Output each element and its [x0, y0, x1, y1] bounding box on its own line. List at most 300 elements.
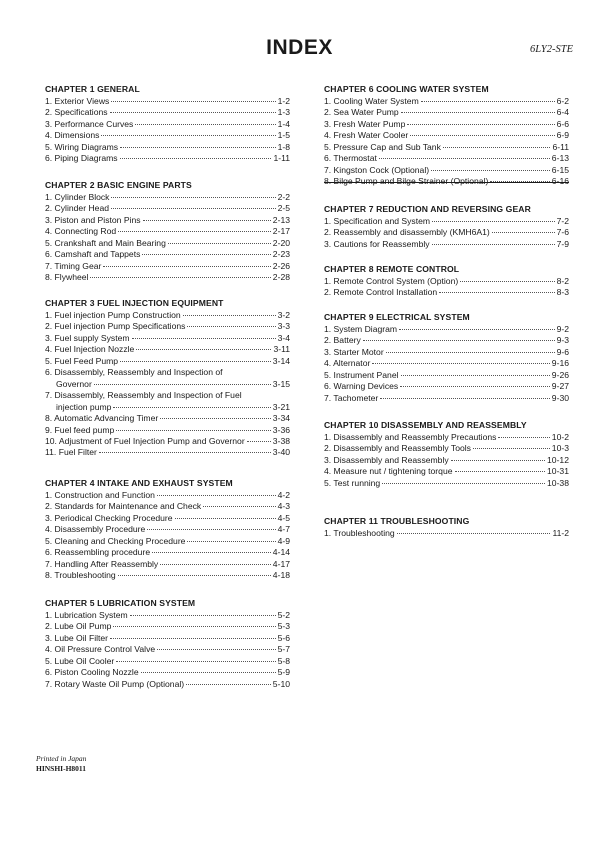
- entry-label: 6. Piston Cooling Nozzle: [45, 667, 139, 678]
- page-number: 11-2: [552, 528, 569, 538]
- entry-label: 4. Alternator: [324, 358, 371, 369]
- index-entry[interactable]: [324, 443, 569, 454]
- dot-leader: [111, 101, 275, 102]
- dot-leader: [175, 518, 276, 519]
- chapter-title: CHAPTER 6 COOLING WATER SYSTEM: [324, 84, 489, 94]
- dot-leader: [120, 361, 271, 362]
- chapter-title: CHAPTER 9 ELECTRICAL SYSTEM: [324, 312, 470, 322]
- index-entry[interactable]: [324, 119, 569, 130]
- dot-leader: [110, 638, 276, 639]
- entry-label: 1. Lubrication System: [45, 610, 128, 620]
- dot-leader: [443, 147, 551, 148]
- page-number: 3-11: [273, 344, 290, 355]
- entry-label: 5. Cleaning and Checking Procedure: [45, 535, 186, 546]
- entry-label: 3. Cautions for Reassembly: [324, 238, 430, 249]
- chapter-title: CHAPTER 8 REMOTE CONTROL: [324, 264, 460, 274]
- entry-list: [324, 276, 569, 299]
- entry-label: 3. Disassembly and Reassembly: [324, 454, 449, 465]
- dot-leader: [160, 564, 271, 565]
- page-number: 8-2: [556, 276, 569, 286]
- dot-leader: [111, 208, 276, 209]
- page-number: 2-26: [272, 260, 290, 271]
- index-entry[interactable]: [45, 559, 290, 570]
- index-entry[interactable]: [45, 610, 290, 621]
- entry-list: [324, 432, 569, 489]
- page-number: 3-40: [272, 447, 290, 458]
- dot-leader: [157, 649, 275, 650]
- page-number: 5-6: [277, 632, 290, 643]
- entry-label: 4. Dimensions: [45, 130, 100, 141]
- model-code: 6LY2-STE: [530, 44, 573, 55]
- entry-label: 6. Camshaft and Tappets: [45, 249, 141, 260]
- page-number: 1-5: [277, 130, 290, 141]
- index-entry[interactable]: [324, 381, 569, 392]
- index-entry[interactable]: [324, 96, 569, 107]
- index-entry[interactable]: [45, 215, 290, 226]
- page-number: 2-23: [272, 249, 290, 260]
- dot-leader: [451, 460, 545, 461]
- entry-label: 7. Timing Gear: [45, 260, 102, 271]
- page-number: 7-6: [556, 227, 569, 238]
- dot-leader: [490, 181, 549, 182]
- dot-leader: [99, 452, 271, 453]
- dot-leader: [379, 158, 550, 159]
- chapter-3: [45, 298, 290, 459]
- page-number: 9-27: [551, 381, 569, 392]
- page-number: 9-6: [556, 346, 569, 357]
- page-number: 3-2: [277, 310, 290, 320]
- index-entry[interactable]: [45, 96, 290, 107]
- index-entry[interactable]: [324, 478, 569, 489]
- entry-label: 6. Warning Devices: [324, 381, 399, 392]
- dot-leader: [147, 529, 275, 530]
- entry-list: [45, 490, 290, 582]
- index-entry[interactable]: [324, 528, 569, 539]
- entry-label: 8. Flywheel: [45, 272, 89, 283]
- entry-label: 5. Fuel Feed Pump: [45, 355, 119, 366]
- chapter-6: [324, 84, 569, 188]
- index-entry[interactable]: [45, 249, 290, 260]
- chapter-title: CHAPTER 2 BASIC ENGINE PARTS: [45, 180, 192, 190]
- index-entry[interactable]: [324, 165, 569, 176]
- index-entry[interactable]: [45, 679, 290, 690]
- dot-leader: [386, 352, 555, 353]
- entry-label: 7. Rotary Waste Oil Pump (Optional): [45, 678, 185, 689]
- entry-label: 4. Oil Pressure Control Valve: [45, 644, 156, 655]
- dot-leader: [120, 158, 272, 159]
- index-entry[interactable]: [45, 142, 290, 153]
- dot-leader: [455, 471, 546, 472]
- entry-list: [324, 324, 569, 404]
- page-number: 1-11: [273, 153, 290, 164]
- dot-leader: [407, 124, 554, 125]
- entry-label: 2. Standards for Maintenance and Check: [45, 501, 202, 512]
- entry-label: 2. Disassembly and Reassembly Tools: [324, 443, 471, 454]
- dot-leader: [130, 615, 276, 616]
- index-entry[interactable]: [45, 356, 290, 367]
- dot-leader: [101, 135, 275, 136]
- entry-label: 5. Pressure Cap and Sub Tank: [324, 141, 441, 152]
- dot-leader: [118, 575, 271, 576]
- entry-label: 6. Disassembly, Reassembly and Inspection of: [45, 367, 223, 378]
- entry-list: [45, 192, 290, 284]
- index-entry[interactable]: [45, 425, 290, 436]
- index-entry[interactable]: [45, 513, 290, 524]
- entry-label: 5. Lube Oil Cooler: [45, 655, 115, 666]
- dot-leader: [421, 101, 555, 102]
- page-number: 6-2: [556, 96, 569, 106]
- index-entry[interactable]: [45, 107, 290, 118]
- index-entry[interactable]: [324, 239, 569, 250]
- index-entry[interactable]: [324, 335, 569, 346]
- entry-label: 1. System Diagram: [324, 324, 398, 334]
- dot-leader: [397, 533, 551, 534]
- entry-label: 2. Sea Water Pump: [324, 107, 399, 118]
- index-entry[interactable]: [45, 447, 290, 458]
- dot-leader: [400, 386, 550, 387]
- dot-leader: [432, 244, 555, 245]
- page-number: 4-5: [277, 512, 290, 523]
- index-entry[interactable]: [45, 413, 290, 424]
- entry-label: 2. Battery: [324, 335, 361, 346]
- dot-leader: [113, 407, 270, 408]
- page-number: 1-8: [277, 141, 290, 152]
- page-number: 9-16: [551, 358, 569, 369]
- dot-leader: [432, 221, 555, 222]
- entry-label: 4. Disassembly Procedure: [45, 524, 146, 535]
- page-number: 10-31: [547, 466, 569, 477]
- chapter-title: CHAPTER 5 LUBRICATION SYSTEM: [45, 598, 196, 608]
- index-entry[interactable]: [324, 347, 569, 358]
- dot-leader: [113, 626, 275, 627]
- printed-in-label: Printed in Japan: [36, 754, 87, 763]
- page-number: 1-2: [277, 96, 290, 106]
- page-number: 6-11: [552, 141, 569, 152]
- entry-label: 7. Disassembly, Reassembly and Inspection of Fuel: [45, 390, 242, 401]
- index-entry[interactable]: [45, 153, 290, 164]
- index-entry[interactable]: [45, 130, 290, 141]
- page-number: 4-18: [272, 570, 290, 581]
- page-number: 7-2: [556, 216, 569, 226]
- page-number: 10-38: [547, 477, 569, 488]
- page-title: INDEX: [266, 36, 333, 59]
- entry-label: 4. Fresh Water Cooler: [324, 130, 409, 141]
- dot-leader: [141, 672, 276, 673]
- index-entry[interactable]: [324, 216, 569, 227]
- index-entry[interactable]: [324, 358, 569, 369]
- index-entry[interactable]: [45, 310, 290, 321]
- page-number: 4-3: [277, 501, 290, 512]
- page-number: 2-2: [277, 192, 290, 202]
- page-number: 10-3: [551, 443, 569, 454]
- page-number: 9-26: [551, 369, 569, 380]
- dot-leader: [363, 340, 555, 341]
- page-number: 8-3: [556, 287, 569, 298]
- page-number: 4-14: [272, 547, 290, 558]
- index-entry[interactable]: [45, 333, 290, 344]
- entry-label-continued: Governor: [56, 378, 92, 389]
- page-number: 10-12: [547, 454, 569, 465]
- dot-leader: [247, 441, 271, 442]
- entry-label: 3. Fresh Water Pump: [324, 118, 406, 129]
- page-number: 7-9: [556, 238, 569, 249]
- dot-leader: [410, 135, 554, 136]
- index-entry[interactable]: [324, 276, 569, 287]
- print-note: [36, 754, 86, 774]
- entry-label: 5. Test running: [324, 477, 381, 488]
- chapter-10: [324, 420, 569, 489]
- index-entry[interactable]: [45, 667, 290, 678]
- entry-label: 8. Bilge Pump and Bilge Strainer (Optional): [324, 176, 489, 187]
- entry-label: 7. Handling After Reassembly: [45, 558, 159, 569]
- entry-label: 2. Reassembly and disassembly (KMH6A1): [324, 227, 490, 238]
- page-number: 3-34: [272, 413, 290, 424]
- dot-leader: [135, 124, 275, 125]
- index-entry[interactable]: [45, 238, 290, 249]
- entry-label: 3. Periodical Checking Procedure: [45, 512, 173, 523]
- entry-label: 6. Piping Diagrams: [45, 153, 118, 164]
- entry-label: 1. Troubleshooting: [324, 528, 395, 538]
- index-entry[interactable]: [324, 227, 569, 238]
- page-number: 9-2: [556, 324, 569, 334]
- entry-label: 5. Instrument Panel: [324, 369, 399, 380]
- dot-leader: [187, 326, 275, 327]
- index-entry[interactable]: [45, 402, 290, 413]
- page-number: 3-38: [272, 435, 290, 446]
- dot-leader: [380, 398, 549, 399]
- dot-leader: [142, 254, 270, 255]
- page-number: 3-4: [277, 332, 290, 343]
- index-entry[interactable]: [324, 130, 569, 141]
- index-entry[interactable]: [45, 261, 290, 272]
- entry-label: 8. Troubleshooting: [45, 570, 116, 581]
- dot-leader: [94, 384, 271, 385]
- page-number: 4-17: [272, 558, 290, 569]
- dot-leader: [116, 430, 271, 431]
- dot-leader: [492, 232, 555, 233]
- dot-leader: [118, 231, 271, 232]
- page-number: 3-21: [272, 401, 290, 412]
- page-number: 5-8: [277, 655, 290, 666]
- page-number: 2-20: [272, 237, 290, 248]
- entry-label: 6. Thermostat: [324, 153, 377, 164]
- entry-label: 2. Specifications: [45, 107, 108, 118]
- page-number: 5-2: [277, 610, 290, 620]
- index-entry[interactable]: [324, 432, 569, 443]
- document-number: HINSHI-H8011: [36, 764, 87, 773]
- page-number: 3-15: [272, 378, 290, 389]
- dot-leader: [168, 243, 271, 244]
- dot-leader: [401, 112, 555, 113]
- entry-label: 5. Wiring Diagrams: [45, 141, 119, 152]
- dot-leader: [382, 483, 545, 484]
- chapter-4: [45, 478, 290, 582]
- chapter-5: [45, 598, 290, 690]
- index-entry[interactable]: [45, 272, 290, 283]
- index-entry[interactable]: [45, 547, 290, 558]
- index-entry[interactable]: [45, 536, 290, 547]
- page-number: 2-13: [272, 214, 290, 225]
- page-number: 6-13: [551, 153, 569, 164]
- page-number: 4-9: [277, 535, 290, 546]
- entry-label: 4. Fuel Injection Nozzle: [45, 344, 135, 355]
- entry-list: [45, 96, 290, 165]
- chapter-title: CHAPTER 1 GENERAL: [45, 84, 140, 94]
- page-number: 5-7: [277, 644, 290, 655]
- page-number: 6-16: [551, 176, 569, 187]
- entry-label: 2. Lube Oil Pump: [45, 621, 112, 632]
- index-entry[interactable]: [45, 321, 290, 332]
- chapter-2: [45, 180, 290, 284]
- entry-label: 1. Cylinder Block: [45, 192, 110, 202]
- page-number: 2-28: [272, 272, 290, 283]
- entry-label: 1. Cooling Water System: [324, 96, 419, 106]
- entry-label: 4. Connecting Rod: [45, 226, 117, 237]
- entry-label: 7. Kingston Cock (Optional): [324, 164, 430, 175]
- dot-leader: [90, 277, 270, 278]
- index-entry[interactable]: [45, 570, 290, 581]
- entry-list: [324, 96, 569, 188]
- index-entry[interactable]: [45, 524, 290, 535]
- index-entry[interactable]: [45, 192, 290, 203]
- page-number: 9-30: [551, 392, 569, 403]
- entry-label: 1. Specification and System: [324, 216, 431, 226]
- page-number: 4-7: [277, 524, 290, 535]
- entry-label: 2. Remote Control Installation: [324, 287, 438, 298]
- dot-leader: [160, 418, 271, 419]
- entry-label: 1. Construction and Function: [45, 490, 155, 500]
- dot-leader: [187, 541, 275, 542]
- page-number: 3-36: [272, 424, 290, 435]
- index-entry[interactable]: [45, 119, 290, 130]
- chapter-title: CHAPTER 4 INTAKE AND EXHAUST SYSTEM: [45, 478, 233, 488]
- entry-label: 5. Crankshaft and Main Bearing: [45, 237, 166, 248]
- chapter-title: CHAPTER 7 REDUCTION AND REVERSING GEAR: [324, 204, 531, 214]
- chapter-9: [324, 312, 569, 404]
- entry-list: [324, 216, 569, 250]
- entry-label: 2. Cylinder Head: [45, 203, 110, 214]
- dot-leader: [157, 495, 276, 496]
- index-entry[interactable]: [324, 393, 569, 404]
- chapter-7: [324, 204, 569, 250]
- dot-leader: [460, 281, 554, 282]
- entry-label: 7. Tachometer: [324, 392, 379, 403]
- dot-leader: [143, 220, 271, 221]
- index-entry[interactable]: [324, 107, 569, 118]
- entry-list: [324, 528, 569, 539]
- page-number: 4-2: [277, 490, 290, 500]
- entry-label: 4. Measure nut / tightening torque: [324, 466, 453, 477]
- page-number: 3-3: [277, 321, 290, 332]
- dot-leader: [111, 197, 275, 198]
- index-entry[interactable]: [45, 490, 290, 501]
- page-number: 6-15: [551, 164, 569, 175]
- entry-label: 10. Adjustment of Fuel Injection Pump and Governor: [45, 435, 245, 446]
- chapter-title: CHAPTER 3 FUEL INJECTION EQUIPMENT: [45, 298, 224, 308]
- index-entry[interactable]: [45, 379, 290, 390]
- page-number: 2-5: [277, 203, 290, 214]
- page-number: 3-14: [272, 355, 290, 366]
- dot-leader: [439, 292, 554, 293]
- index-entry[interactable]: [45, 436, 290, 447]
- chapter-1: [45, 84, 290, 165]
- index-entry[interactable]: [45, 621, 290, 632]
- index-entry[interactable]: [45, 501, 290, 512]
- entry-label: 1. Fuel injection Pump Construction: [45, 310, 181, 320]
- chapter-11: [324, 516, 569, 539]
- entry-label: 3. Piston and Piston Pins: [45, 214, 141, 225]
- index-entry[interactable]: [45, 633, 290, 644]
- index-entry[interactable]: [45, 656, 290, 667]
- chapter-title: CHAPTER 11 TROUBLESHOOTING: [324, 516, 470, 526]
- entry-label: 3. Fuel supply System: [45, 332, 130, 343]
- dot-leader: [372, 363, 549, 364]
- entry-label: 1. Exterior Views: [45, 96, 110, 106]
- entry-label: 2. Fuel injection Pump Specifications: [45, 321, 186, 332]
- dot-leader: [120, 147, 276, 148]
- dot-leader: [116, 661, 275, 662]
- entry-list: [45, 610, 290, 690]
- entry-label: 1. Remote Control System (Option): [324, 276, 459, 286]
- dot-leader: [132, 338, 276, 339]
- index-entry[interactable]: [324, 176, 569, 187]
- entry-label: 6. Reassembling procedure: [45, 547, 151, 558]
- chapter-8: [324, 264, 569, 299]
- page-number: 10-2: [551, 432, 569, 442]
- entry-label-continued: injection pump: [56, 401, 112, 412]
- dot-leader: [399, 329, 555, 330]
- index-entry[interactable]: [324, 153, 569, 164]
- index-entry[interactable]: [324, 287, 569, 298]
- index-entry[interactable]: [324, 466, 569, 477]
- dot-leader: [431, 170, 550, 171]
- dot-leader: [183, 315, 276, 316]
- index-entry[interactable]: [45, 344, 290, 355]
- page-number: 9-3: [556, 335, 569, 346]
- index-entry[interactable]: [45, 203, 290, 214]
- dot-leader: [110, 112, 276, 113]
- entry-list: [45, 310, 290, 459]
- page-number: 6-9: [556, 130, 569, 141]
- entry-label: 3. Performance Curves: [45, 118, 134, 129]
- entry-label: 8. Automatic Advancing Timer: [45, 413, 159, 424]
- entry-label: 1. Disassembly and Reassembly Precautions: [324, 432, 497, 442]
- page-number: 2-17: [272, 226, 290, 237]
- page-number: 6-6: [556, 118, 569, 129]
- page-number: 1-3: [277, 107, 290, 118]
- dot-leader: [103, 266, 270, 267]
- entry-label: 11. Fuel Filter: [45, 447, 97, 458]
- entry-label: 3. Starter Motor: [324, 346, 384, 357]
- index-entry[interactable]: [324, 324, 569, 335]
- index-entry[interactable]: [45, 644, 290, 655]
- index-entry[interactable]: [45, 226, 290, 237]
- page-number: 1-4: [277, 118, 290, 129]
- page-number: 5-10: [272, 678, 290, 689]
- chapter-title: CHAPTER 10 DISASSEMBLY AND REASSEMBLY: [324, 420, 527, 430]
- index-entry[interactable]: [324, 455, 569, 466]
- page-number: 5-9: [277, 667, 290, 678]
- dot-leader: [401, 375, 550, 376]
- dot-leader: [473, 448, 550, 449]
- dot-leader: [203, 506, 275, 507]
- index-entry[interactable]: [324, 142, 569, 153]
- index-entry[interactable]: [324, 370, 569, 381]
- dot-leader: [498, 437, 549, 438]
- dot-leader: [136, 349, 271, 350]
- entry-label: 9. Fuel feed pump: [45, 424, 115, 435]
- dot-leader: [152, 552, 271, 553]
